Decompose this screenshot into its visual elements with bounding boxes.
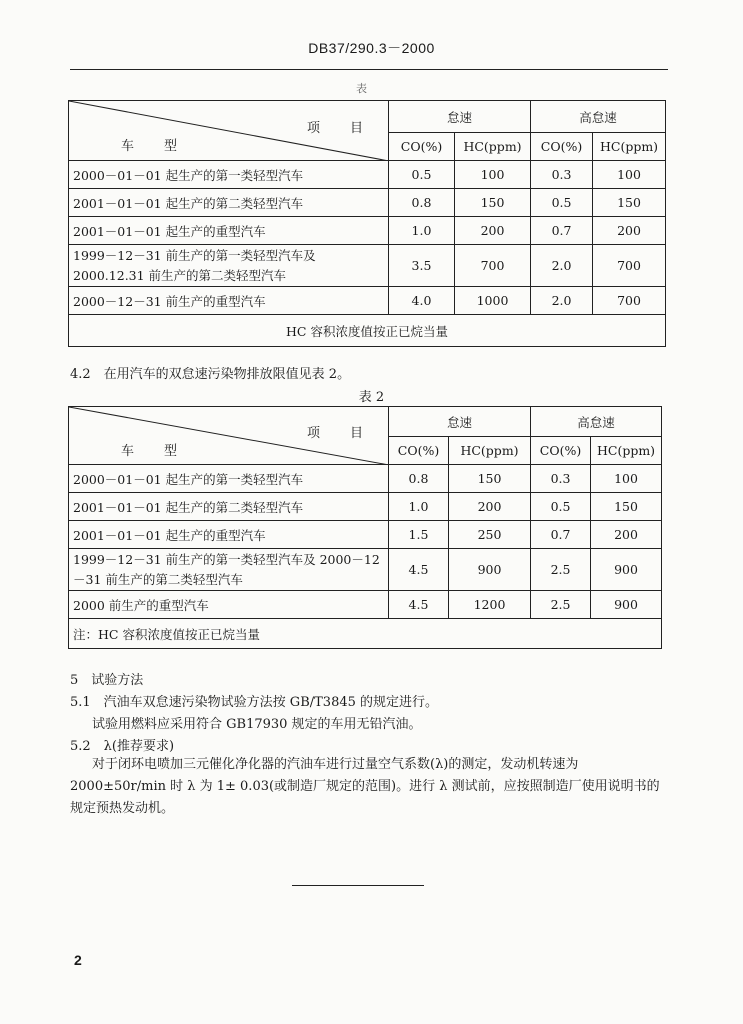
vehicle-type-cell: 1999－12－31 前生产的第一类轻型汽车及 2000.12.31 前生产的第二类轻型汽车 bbox=[69, 245, 389, 287]
vehicle-type-cell: 1999－12－31 前生产的第一类轻型汽车及 2000－12－31 前生产的第二类轻型汽车 bbox=[69, 549, 389, 591]
table-row bbox=[69, 161, 666, 189]
high-idle-hc-cell: 200 bbox=[591, 521, 662, 549]
idle-hc-cell: 150 bbox=[449, 465, 531, 493]
idle-hc-cell: 200 bbox=[455, 217, 531, 245]
high-idle-co-cell: 0.5 bbox=[531, 493, 591, 521]
table2-high-hc-header: HC(ppm) bbox=[591, 437, 662, 465]
table2-corner-item-label: 项目 bbox=[307, 426, 394, 441]
high-idle-hc-cell: 150 bbox=[593, 189, 666, 217]
idle-co-cell: 4.0 bbox=[389, 287, 455, 315]
header-rule bbox=[70, 69, 668, 70]
table2-idle-hc-header: HC(ppm) bbox=[449, 437, 531, 465]
table2-idle-co-header: CO(%) bbox=[389, 437, 449, 465]
footer-rule bbox=[292, 885, 424, 886]
table-caption-fragment: 表 bbox=[356, 82, 367, 95]
emission-limits-table-2 bbox=[68, 406, 662, 649]
table1-note: HC 容积浓度值按正已烷当量 bbox=[69, 315, 666, 347]
idle-co-cell: 0.8 bbox=[389, 189, 455, 217]
vehicle-type-cell: 2000－12－31 前生产的重型汽车 bbox=[69, 287, 389, 315]
section-5-1-paragraph: 5.1 汽油车双怠速污染物试验方法按 GB/T3845 的规定进行。 bbox=[70, 695, 439, 710]
high-idle-hc-cell: 100 bbox=[593, 161, 666, 189]
table1-corner-item-label: 项目 bbox=[307, 121, 394, 136]
high-idle-hc-cell: 100 bbox=[591, 465, 662, 493]
page-number: 2 bbox=[74, 952, 82, 968]
idle-co-cell: 1.5 bbox=[389, 521, 449, 549]
high-idle-hc-cell: 700 bbox=[593, 245, 666, 287]
table-row bbox=[69, 465, 662, 493]
vehicle-type-cell: 2001－01－01 起生产的第二类轻型汽车 bbox=[69, 493, 389, 521]
table2-high-idle-header: 高怠速 bbox=[531, 407, 662, 437]
idle-hc-cell: 1200 bbox=[449, 591, 531, 619]
table-row bbox=[69, 493, 662, 521]
section-5-1-fuel-paragraph: 试验用燃料应采用符合 GB17930 规定的车用无铅汽油。 bbox=[92, 717, 422, 732]
table-row bbox=[69, 245, 666, 287]
table2-corner-type-label: 车型 bbox=[121, 444, 208, 459]
table1-idle-header: 怠速 bbox=[389, 101, 531, 133]
table2-corner-header bbox=[69, 407, 394, 465]
vehicle-type-cell: 2001－01－01 起生产的第二类轻型汽车 bbox=[69, 189, 389, 217]
idle-co-cell: 1.0 bbox=[389, 217, 455, 245]
idle-co-cell: 4.5 bbox=[389, 591, 449, 619]
vehicle-type-cell: 2000 前生产的重型汽车 bbox=[69, 591, 389, 619]
high-idle-co-cell: 0.7 bbox=[531, 521, 591, 549]
table1-high-hc-header: HC(ppm) bbox=[593, 133, 666, 161]
section-5-2-paragraph: 对于闭环电喷加三元催化净化器的汽油车进行过量空气系数(λ)的测定，发动机转速为 2000±50r/min 时 λ 为 1± 0.03(或制造厂规定的范围)。进行 λ 测试前，应按照制造厂使用说明书的规定预热发动机。 bbox=[70, 757, 660, 816]
high-idle-co-cell: 0.7 bbox=[531, 217, 593, 245]
table-row bbox=[69, 591, 662, 619]
high-idle-co-cell: 0.3 bbox=[531, 161, 593, 189]
table-row bbox=[69, 287, 666, 315]
vehicle-type-cell: 2000－01－01 起生产的第一类轻型汽车 bbox=[69, 465, 389, 493]
table-row bbox=[69, 521, 662, 549]
high-idle-co-cell: 0.5 bbox=[531, 189, 593, 217]
section-5-heading: 5 试验方法 bbox=[70, 673, 144, 688]
table1-high-idle-header: 高怠速 bbox=[531, 101, 666, 133]
idle-co-cell: 4.5 bbox=[389, 549, 449, 591]
high-idle-co-cell: 2.5 bbox=[531, 591, 591, 619]
emission-limits-table-1 bbox=[68, 100, 666, 347]
high-idle-co-cell: 2.0 bbox=[531, 245, 593, 287]
high-idle-hc-cell: 900 bbox=[591, 591, 662, 619]
table1-corner-header bbox=[69, 101, 394, 161]
table1-high-co-header: CO(%) bbox=[531, 133, 593, 161]
table-row bbox=[69, 189, 666, 217]
high-idle-hc-cell: 200 bbox=[593, 217, 666, 245]
idle-hc-cell: 900 bbox=[449, 549, 531, 591]
high-idle-hc-cell: 700 bbox=[593, 287, 666, 315]
high-idle-co-cell: 0.3 bbox=[531, 465, 591, 493]
high-idle-hc-cell: 150 bbox=[591, 493, 662, 521]
table2-idle-header: 怠速 bbox=[389, 407, 531, 437]
high-idle-co-cell: 2.5 bbox=[531, 549, 591, 591]
vehicle-type-cell: 2000－01－01 起生产的第一类轻型汽车 bbox=[69, 161, 389, 189]
table-row bbox=[69, 217, 666, 245]
idle-co-cell: 0.8 bbox=[389, 465, 449, 493]
idle-hc-cell: 700 bbox=[455, 245, 531, 287]
table1-idle-hc-header: HC(ppm) bbox=[455, 133, 531, 161]
vehicle-type-cell: 2001－01－01 起生产的重型汽车 bbox=[69, 217, 389, 245]
table2-note: 注：HC 容积浓度值按正已烷当量 bbox=[69, 619, 662, 649]
high-idle-hc-cell: 900 bbox=[591, 549, 662, 591]
table2-caption: 表 2 bbox=[358, 390, 385, 405]
section-4-2-paragraph: 4.2 在用汽车的双怠速污染物排放限值见表 2。 bbox=[70, 367, 351, 382]
table1-corner-type-label: 车型 bbox=[121, 139, 208, 154]
idle-co-cell: 0.5 bbox=[389, 161, 455, 189]
idle-hc-cell: 200 bbox=[449, 493, 531, 521]
section-5-2-heading: 5.2 λ(推荐要求) bbox=[70, 739, 175, 754]
idle-hc-cell: 250 bbox=[449, 521, 531, 549]
table1-idle-co-header: CO(%) bbox=[389, 133, 455, 161]
document-code-header: DB37/290.3－2000 bbox=[308, 40, 435, 56]
idle-co-cell: 3.5 bbox=[389, 245, 455, 287]
table2-high-co-header: CO(%) bbox=[531, 437, 591, 465]
idle-hc-cell: 1000 bbox=[455, 287, 531, 315]
high-idle-co-cell: 2.0 bbox=[531, 287, 593, 315]
idle-co-cell: 1.0 bbox=[389, 493, 449, 521]
vehicle-type-cell: 2001－01－01 起生产的重型汽车 bbox=[69, 521, 389, 549]
idle-hc-cell: 100 bbox=[455, 161, 531, 189]
idle-hc-cell: 150 bbox=[455, 189, 531, 217]
table-row bbox=[69, 549, 662, 591]
